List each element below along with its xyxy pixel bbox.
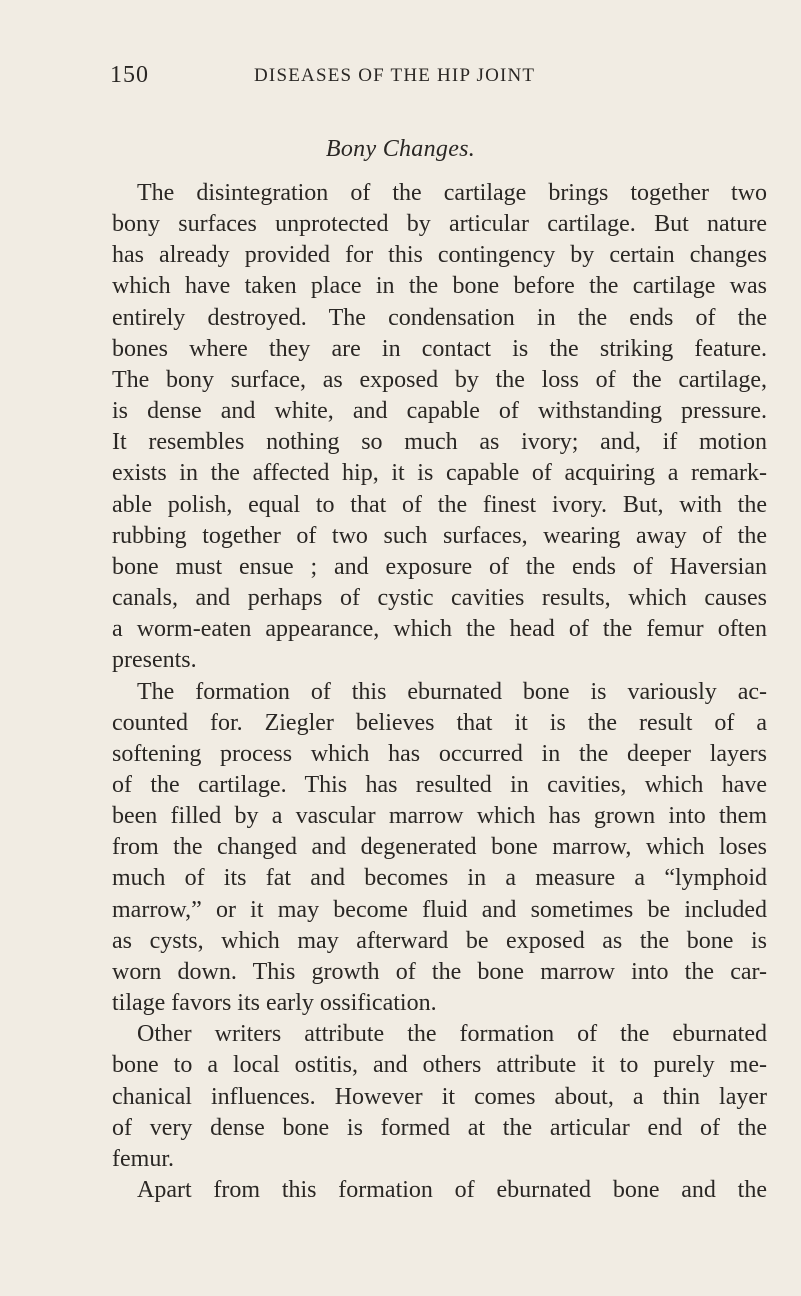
text-line: tilage favors its early ossification. bbox=[112, 990, 437, 1017]
running-head bbox=[110, 62, 770, 90]
text-line: counted for. Ziegler believes that it is the result of a bbox=[112, 709, 767, 736]
text-line: rubbing together of two such surfaces, wearing away of the bbox=[112, 522, 767, 549]
text-line: able polish, equal to that of the finest ivory. But, with the bbox=[112, 491, 767, 518]
text-line: The bony surface, as exposed by the loss of the cartilage, bbox=[112, 366, 767, 393]
text-line: as cysts, which may afterward be exposed as the bone is bbox=[112, 927, 767, 954]
text-line: canals, and perhaps of cystic cavities results, which causes bbox=[112, 585, 767, 612]
text-line: exists in the affected hip, it is capable of acquiring a remark- bbox=[112, 460, 767, 487]
text-line: The disintegration of the cartilage brings together two bbox=[137, 180, 767, 206]
text-line: much of its fat and becomes in a measure a “lymphoid bbox=[112, 865, 767, 892]
text-line: Other writers attribute the formation of the eburnated bbox=[137, 1021, 767, 1048]
text-line: worn down. This growth of the bone marrow into the car- bbox=[112, 958, 767, 985]
text-line: presents. bbox=[112, 647, 197, 674]
text-line: softening process which has occurred in the deeper layers bbox=[112, 740, 767, 767]
running-title: DISEASES OF THE HIP JOINT bbox=[254, 65, 536, 86]
page-number: 150 bbox=[110, 62, 149, 88]
text-line: a worm-eaten appearance, which the head of the femur often bbox=[112, 616, 767, 643]
text-line: which have taken place in the bone before the cartilage was bbox=[112, 273, 767, 300]
text-line: from the changed and degenerated bone marrow, which loses bbox=[112, 834, 767, 861]
text-line: has already provided for this contingency by certain changes bbox=[112, 242, 767, 269]
text-line: Apart from this formation of eburnated bone and the bbox=[137, 1177, 767, 1203]
body-text bbox=[112, 178, 767, 1206]
text-line: of very dense bone is formed at the articular end of the bbox=[112, 1114, 767, 1141]
text-line: bones where they are in contact is the striking feature. bbox=[112, 335, 767, 362]
text-line: been filled by a vascular marrow which has grown into them bbox=[112, 803, 767, 830]
text-line: entirely destroyed. The condensation in the ends of the bbox=[112, 304, 767, 331]
text-line: The formation of this eburnated bone is variously ac- bbox=[137, 678, 767, 705]
text-line: bone must ensue ; and exposure of the ends of Haversian bbox=[112, 553, 767, 580]
text-line: It resembles nothing so much as ivory; and, if motion bbox=[112, 429, 767, 456]
section-title: Bony Changes. bbox=[325, 136, 476, 162]
text-line: bone to a local ostitis, and others attribute it to purely me- bbox=[112, 1052, 767, 1079]
text-line: chanical influences. However it comes about, a thin layer bbox=[112, 1083, 767, 1110]
text-line: is dense and white, and capable of withstanding pressure. bbox=[112, 398, 767, 425]
text-line: bony surfaces unprotected by articular cartilage. But nature bbox=[112, 211, 767, 238]
text-line: marrow,” or it may become fluid and sometimes be included bbox=[112, 896, 767, 923]
text-line: of the cartilage. This has resulted in cavities, which have bbox=[112, 771, 767, 798]
text-line: femur. bbox=[112, 1145, 174, 1172]
